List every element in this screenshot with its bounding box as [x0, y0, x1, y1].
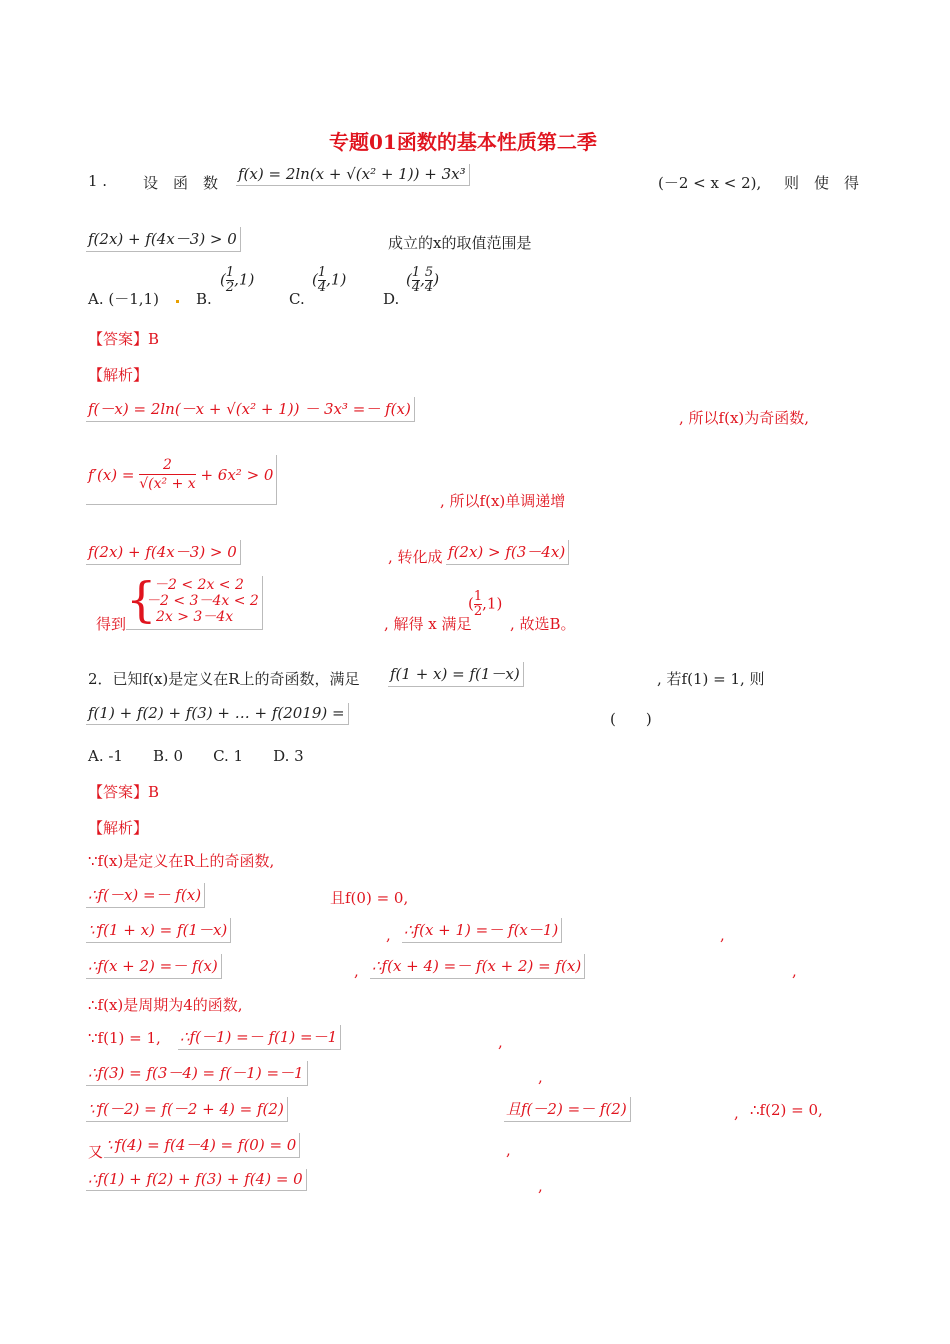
q2-line-2: ∴f(－x) =－ f(x) — [86, 883, 205, 908]
q1-step-condition-math: f(2x) > f(3－4x) — [446, 540, 569, 565]
q2-line-9-lead: 又 — [88, 1143, 104, 1161]
q2-line-8-comma: , — [734, 1104, 739, 1122]
q2-answer: 【答案】B — [88, 783, 160, 801]
q1-step-derivative: f′(x) = $\frac{2}{\text{√(x² + x}}$ + 6x² > 0 — [86, 455, 277, 505]
q1-option-a: A. (－1,1) — [88, 290, 159, 308]
q1-analysis-label: 【解析】 — [88, 366, 149, 384]
q1-answer: 【答案】B — [88, 330, 160, 348]
q1-step-odd-tail: , 所以f(x)为奇函数, — [679, 409, 810, 427]
q2-line-10-end: , — [538, 1177, 543, 1195]
q2-lead: 2．已知f(x)是定义在R上的奇函数，满足 — [88, 670, 360, 688]
q2-line-4-comma: , — [354, 962, 359, 980]
q2-line-3-comma: , — [386, 926, 391, 944]
q2-line-7-end: , — [538, 1068, 543, 1086]
q1-step-odd: f(－x) = 2ln(－x + √(x² + 1)) － 3x³ =－ f(x) — [86, 397, 415, 422]
q2-line-2-tail: 且f(0) = 0, — [330, 889, 409, 907]
q1-option-b-label: B. — [196, 290, 212, 308]
q1-option-d-value: ( $\frac{1}{4}$ , $\frac{5}{4}$ ) — [406, 265, 440, 295]
q2-line-6-end: , — [498, 1033, 503, 1051]
q2-options: A. -1 B. 0 C. 1 D. 3 — [88, 747, 304, 765]
q1-ask: 成立的x的取值范围是 — [388, 234, 532, 252]
q2-line-6: ∵f(1) = 1, — [88, 1029, 161, 1047]
q1-system-line-2: －2 < 3－4x < 2 — [146, 593, 259, 609]
q1-system: { －2 < 2x < 2 －2 < 3－4x < 2 2x > 3－4x — [126, 576, 263, 630]
q2-sum: f(1) + f(2) + f(3) + … + f(2019) = — [86, 703, 349, 725]
q1-lead: 设 函 数 — [143, 174, 219, 192]
q2-line-6-mid: ∴f(－1) =－ f(1) =－1 — [178, 1025, 341, 1050]
q2-line-7: ∴f(3) = f(3－4) = f(－1) =－1 — [86, 1061, 308, 1086]
q2-line-10: ∴f(1) + f(2) + f(3) + f(4) = 0 — [86, 1169, 307, 1191]
q2-line-1: ∵f(x)是定义在R上的奇函数, — [88, 852, 275, 870]
q1-condition: f(2x) + f(4x－3) > 0 — [86, 227, 241, 252]
q1-domain: (－2 < x < 2), — [658, 174, 762, 192]
q1-step-condition-tail: , 转化成 — [388, 548, 443, 566]
q2-line-3: ∵f(1 + x) = f(1－x) — [86, 918, 231, 943]
q2-analysis-label: 【解析】 — [88, 819, 149, 837]
q2-tail: , 若f(1) = 1, 则 — [657, 670, 765, 688]
q2-line-4: ∴f(x + 2) =－ f(x) — [86, 954, 222, 979]
q1-tail: 则 使 得 — [784, 174, 860, 192]
q1-system-end: , 故选B。 — [510, 615, 576, 633]
q2-line-8-mid: 且f(－2) =－ f(2) — [504, 1097, 631, 1122]
q1-option-c-value: ( $\frac{1}{4}$ ,1) — [312, 265, 347, 295]
q1-system-line-3: 2x > 3－4x — [156, 609, 234, 625]
q2-line-5: ∴f(x)是周期为4的函数, — [88, 996, 243, 1014]
q2-line-4-end: , — [792, 962, 797, 980]
q2-condition: f(1 + x) = f(1－x) — [388, 662, 524, 687]
q2-line-4-mid: ∴f(x + 4) =－ f(x + 2) = f(x) — [370, 954, 585, 979]
q2-line-3-mid: ∴f(x + 1) =－ f(x－1) — [402, 918, 562, 943]
q1-system-tail: , 解得 x 满足 — [384, 615, 472, 633]
q1-system-line-1: －2 < 2x < 2 — [154, 577, 244, 593]
q2-line-8: ∵f(－2) = f(－2 + 4) = f(2) — [86, 1097, 288, 1122]
q1-system-lead: 得到 — [96, 615, 127, 633]
q2-line-9-end: , — [506, 1141, 511, 1159]
q1-step-condition: f(2x) + f(4x－3) > 0 — [86, 540, 241, 565]
q1-number: 1 . — [88, 172, 108, 190]
q2-line-9: ∵f(4) = f(4－4) = f(0) = 0 — [104, 1133, 300, 1158]
q1-option-b-value: ( $\frac{1}{2}$ ,1) — [220, 265, 255, 295]
q1-function: f(x) = 2ln(x + √(x² + 1)) + 3x³ — [236, 164, 470, 186]
q1-option-d-label: D. — [383, 290, 400, 308]
q1-option-c-label: C. — [289, 290, 305, 308]
q1-system-range: ( $\frac{1}{2}$ ,1) — [468, 589, 503, 619]
q2-paren: ( ) — [610, 710, 652, 728]
q2-line-8-tail: ∴f(2) = 0, — [750, 1101, 823, 1119]
page-title: 专题01函数的基本性质第二季 — [329, 130, 597, 154]
q1-step-derivative-tail: , 所以f(x)单调递增 — [440, 492, 566, 510]
q1-dot — [176, 300, 179, 303]
q2-line-3-end: , — [720, 926, 725, 944]
